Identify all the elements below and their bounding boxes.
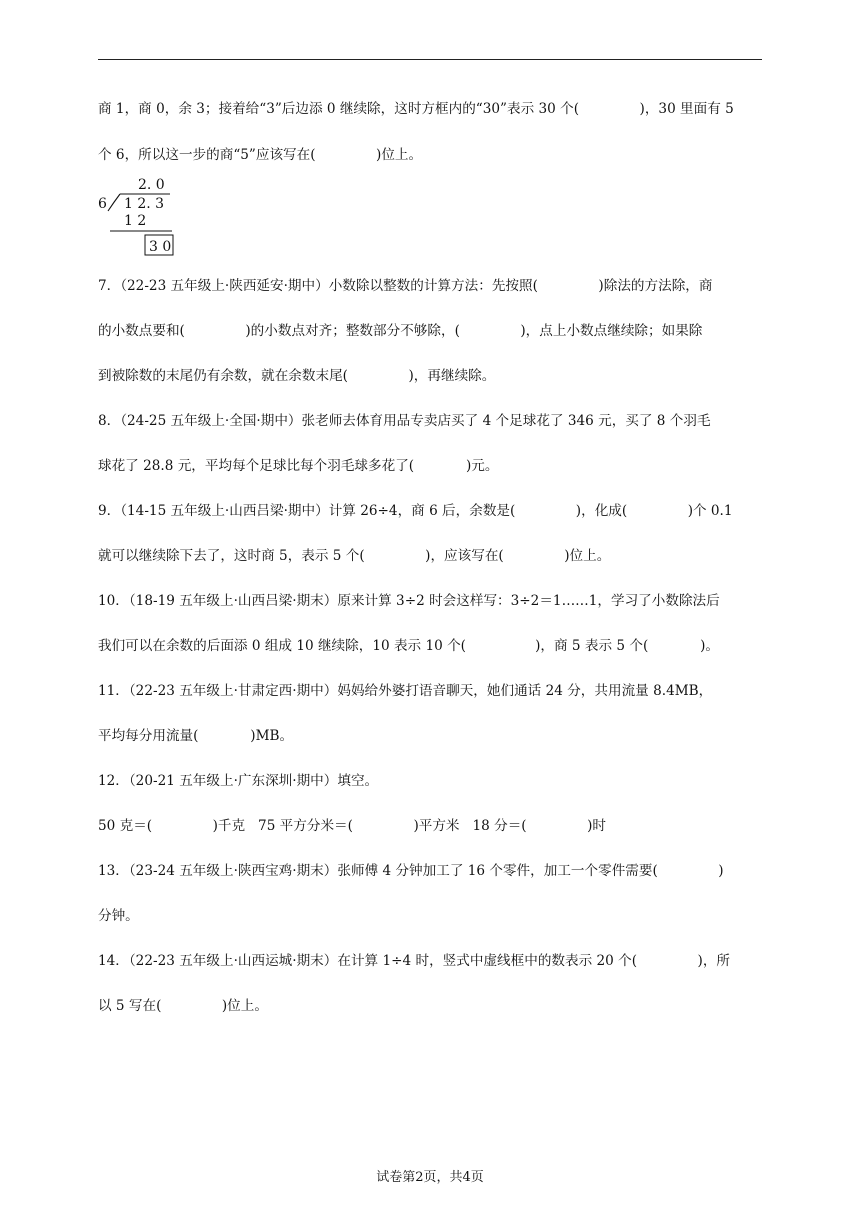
header-rule	[98, 59, 762, 60]
long-division-figure	[96, 175, 186, 259]
division-divisor: 6	[98, 196, 107, 212]
question-12: 12．（20-21 五年级上·广东深圳·期中）填空。	[98, 773, 379, 789]
text-line: 以 5 写在( )位上。	[98, 998, 268, 1014]
text-line: 平均每分用流量( )MB。	[98, 728, 294, 744]
text-line: 球花了 28.8 元，平均每个足球比每个羽毛球多花了( )元。	[98, 458, 499, 474]
text-line: 就可以继续除下去了，这时商 5，表示 5 个( )，应该写在( )位上。	[98, 548, 611, 564]
text-line: 到被除数的末尾仍有余数，就在余数末尾( )，再继续除。	[98, 368, 496, 384]
text-line: 我们可以在余数的后面添 0 组成 10 继续除，10 表示 10 个( )，商 5 表示 5 个( )。	[98, 638, 720, 654]
text-line: 个 6，所以这一步的商“5”应该写在( )位上。	[98, 147, 423, 163]
division-dividend: 1 2. 3	[124, 196, 165, 212]
question-7: 7．（22-23 五年级上·陕西延安·期中）小数除以整数的计算方法：先按照( )除法的方法除，商	[98, 278, 713, 294]
division-product: 1 2	[124, 213, 147, 229]
question-13: 13．（23-24 五年级上·陕西宝鸡·期末）张师傅 4 分钟加工了 16 个零件，加工一个零件需要( )	[98, 863, 724, 879]
question-9: 9．（14-15 五年级上·山西吕梁·期中）计算 26÷4，商 6 后，余数是( )，化成( )个 0.1	[98, 503, 733, 519]
division-remainder: 3 0	[149, 239, 172, 255]
text-line: 商 1，商 0，余 3；接着给“3”后边添 0 继续除，这时方框内的“30”表示 30 个( )，30 里面有 5	[98, 101, 734, 117]
text-line: 的小数点要和( )的小数点对齐；整数部分不够除，( )，点上小数点继续除；如果除	[98, 323, 703, 339]
page-footer: 试卷第2页，共4页	[376, 1170, 484, 1185]
question-11: 11．（22-23 五年级上·甘肃定西·期中）妈妈给外婆打语音聊天，她们通话 24 分，共用流量 8.4MB，	[98, 683, 713, 699]
text-line: 50 克＝( )千克 75 平方分米＝( )平方米 18 分＝( )时	[98, 818, 606, 834]
question-8: 8．（24-25 五年级上·全国·期中）张老师去体育用品专卖店买了 4 个足球花了 346 元，买了 8 个羽毛	[98, 413, 711, 429]
question-10: 10．（18-19 五年级上·山西吕梁·期末）原来计算 3÷2 时会这样写：3÷2＝1……1，学习了小数除法后	[98, 593, 720, 609]
division-quotient: 2. 0	[138, 177, 165, 193]
text-line: 分钟。	[98, 908, 139, 924]
question-14: 14．（22-23 五年级上·山西运城·期末）在计算 1÷4 时，竖式中虚线框中的数表示 20 个( )，所	[98, 953, 731, 969]
